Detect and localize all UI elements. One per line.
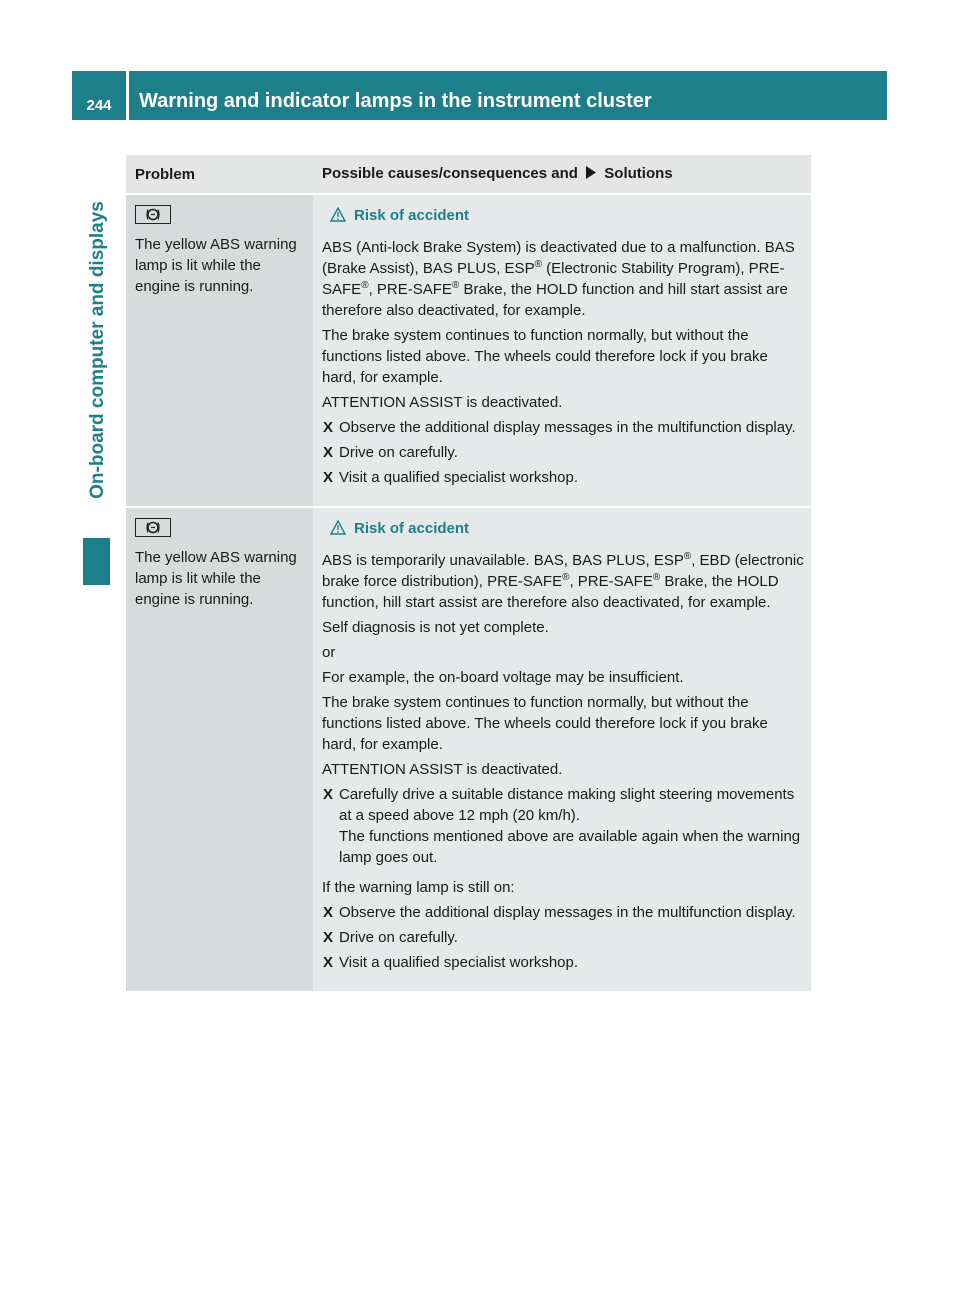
step-marker-icon: X [323, 929, 334, 946]
solution-step: X Visit a qualified specialist workshop. [323, 469, 579, 486]
step-marker-icon: X [323, 444, 334, 461]
side-tab-marker [83, 538, 110, 585]
problem-cell [126, 194, 313, 507]
risk-warning-heading [322, 518, 805, 541]
page-number: 244 [72, 71, 126, 120]
problem-text: The yellow ABS warning lamp is lit while the engine is running. [135, 236, 297, 295]
still-on-paragraph: If the warning lamp is still on: [322, 879, 515, 896]
table-header-row [126, 155, 811, 194]
step-note: The functions mentioned above are available again when the warning lamp goes out. [339, 828, 801, 866]
problem-cell [126, 507, 313, 992]
table-row [126, 194, 811, 507]
arrow-right-icon [585, 164, 597, 185]
solution-cell [313, 507, 811, 992]
solution-step: X Visit a qualified specialist workshop. [323, 954, 579, 971]
solution-cell [313, 194, 811, 507]
risk-warning-heading [322, 205, 805, 228]
warning-label: Risk of accident [354, 207, 470, 224]
attention-assist-paragraph: ATTENTION ASSIST is deactivated. [322, 394, 563, 411]
step-marker-icon: X [323, 904, 334, 921]
warning-label: Risk of accident [354, 520, 470, 537]
table-row [126, 507, 811, 992]
problem-column-header: Problem [126, 155, 313, 194]
warning-triangle-icon [330, 207, 346, 228]
solution-step: X Drive on carefully. [323, 929, 458, 946]
page-header-title: Warning and indicator lamps in the instrument cluster [129, 71, 887, 120]
solution-step: X Observe the additional display messages in the multifunction display. [323, 904, 796, 921]
voltage-paragraph: For example, the on-board voltage may be insufficient. [322, 669, 684, 686]
step-marker-icon: X [323, 419, 334, 436]
solution-step: X Carefully drive a suitable distance making slight steering movements at a speed above 12 mph (20 km/h). The functions mentioned above are available again when the warning lamp goes out. [323, 786, 801, 866]
cause-paragraph: ABS (Anti-lock Brake System) is deactivated due to a malfunction. BAS (Brake Assist), BAS PLUS, ESP® (Electronic Stability Program), PRE-SAFE®, PRE-SAFE® Brake, the HOLD function and hill start assist are therefore also deactivated, for example. [322, 239, 795, 319]
attention-assist-paragraph: ATTENTION ASSIST is deactivated. [322, 761, 563, 778]
or-paragraph: or [322, 644, 336, 661]
side-tab-label: On-board computer and displays [87, 201, 108, 499]
solution-header-prefix: Possible causes/consequences and [322, 165, 578, 182]
consequence-paragraph: The brake system continues to function normally, but without the functions listed above. The wheels could therefore lock if you brake hard, for example. [322, 694, 768, 753]
solution-header-suffix: Solutions [604, 165, 673, 182]
side-tab [83, 125, 113, 585]
solution-step: X Observe the additional display messages in the multifunction display. [323, 419, 796, 436]
consequence-paragraph: The brake system continues to function normally, but without the functions listed above. The wheels could therefore lock if you brake hard, for example. [322, 327, 768, 386]
warning-triangle-icon [330, 520, 346, 541]
solution-step: X Drive on carefully. [323, 444, 458, 461]
abs-warning-lamp-icon [135, 205, 171, 224]
step-marker-icon: X [323, 469, 334, 486]
warning-lamp-table [126, 155, 811, 993]
solution-column-header [313, 155, 811, 194]
diagnosis-paragraph: Self diagnosis is not yet complete. [322, 619, 549, 636]
step-marker-icon: X [323, 786, 334, 803]
abs-warning-lamp-icon [135, 518, 171, 537]
cause-paragraph: ABS is temporarily unavailable. BAS, BAS PLUS, ESP®, EBD (electronic brake force distribution), PRE-SAFE®, PRE-SAFE® Brake, the HOLD function, hill start assist are therefore also deactivated, for example. [322, 551, 804, 611]
problem-text: The yellow ABS warning lamp is lit while the engine is running. [135, 549, 297, 608]
step-marker-icon: X [323, 954, 334, 971]
